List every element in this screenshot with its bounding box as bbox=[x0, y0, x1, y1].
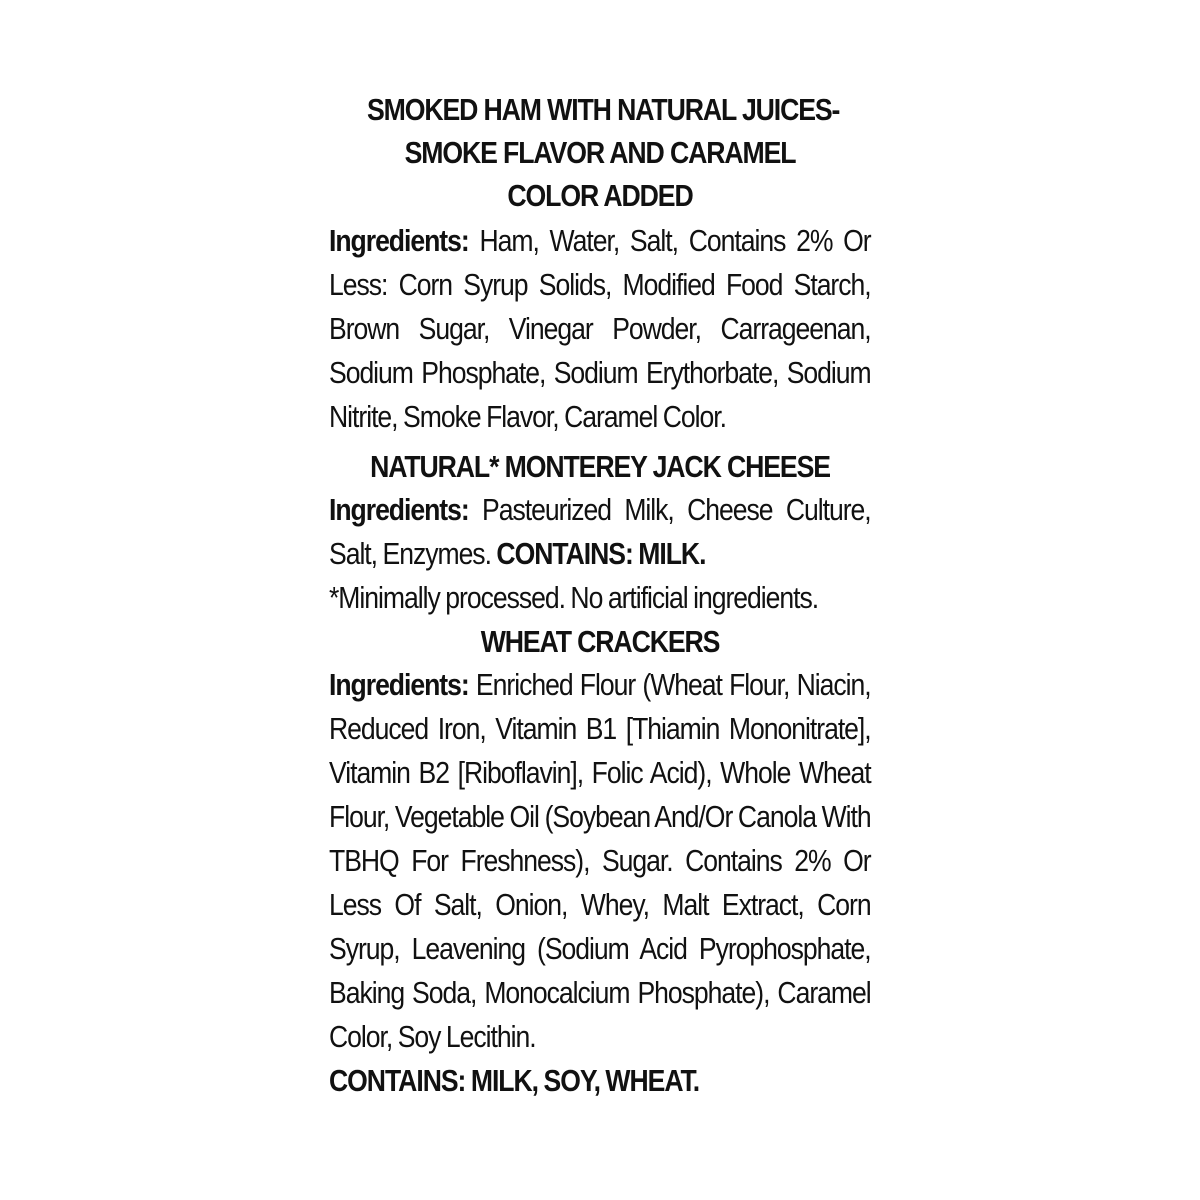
cheese-heading: NATURAL* MONTEREY JACK CHEESE bbox=[370, 449, 830, 484]
ham-ingredients-label: Ingredients: bbox=[329, 223, 469, 258]
cheese-contains: CONTAINS: MILK. bbox=[496, 536, 706, 571]
crackers-ingredients-text: Enriched Flour (Wheat Flour, Niacin, Reduced Iron, Vitamin B1 [Thiamin Mononitrate], Vitamin B2 [Riboflavin], Folic Acid), Whole Wheat Flour, Vegetable Oil (Soybean And/Or Canola With TBHQ For Freshness), Sugar. Contains 2% Or Less Of Salt, Onion, Whey, Malt Extract, Corn Syrup, Leavening (Sodium Acid Pyrophosphate, Baking Soda, Monocalcium Phosphate), Caramel Color, Soy Lecithin. bbox=[329, 667, 871, 1054]
crackers-heading: WHEAT CRACKERS bbox=[480, 624, 720, 659]
ham-heading-line-3: COLOR ADDED bbox=[507, 178, 693, 213]
cheese-section bbox=[329, 445, 871, 620]
ham-heading-line-2: SMOKE FLAVOR AND CARAMEL bbox=[404, 135, 796, 170]
ingredients-label-panel bbox=[329, 88, 871, 1103]
allergen-statement-text: CONTAINS: MILK, SOY, WHEAT. bbox=[329, 1063, 700, 1098]
ham-heading-line-1: SMOKED HAM WITH NATURAL JUICES- bbox=[366, 92, 840, 127]
cheese-ingredients bbox=[329, 488, 871, 576]
ham-section bbox=[329, 88, 871, 439]
cheese-footnote bbox=[329, 576, 871, 620]
ham-ingredients-text: Ham, Water, Salt, Contains 2% Or Less: Corn Syrup Solids, Modified Food Starch, Brown Sugar, Vinegar Powder, Carrageenan, Sodium Phosphate, Sodium Erythorbate, Sodium Nitrite, Smoke Flavor, Caramel Color. bbox=[329, 223, 871, 434]
ham-ingredients bbox=[329, 219, 871, 439]
crackers-ingredients bbox=[329, 663, 871, 1059]
crackers-section bbox=[329, 620, 871, 1103]
cheese-footnote-text: *Minimally processed. No artificial ingredients. bbox=[329, 580, 819, 615]
cheese-ingredients-text: Pasteurized Milk, Cheese Culture, Salt, Enzymes. bbox=[329, 492, 871, 571]
allergen-statement bbox=[329, 1059, 871, 1103]
crackers-ingredients-label: Ingredients: bbox=[329, 667, 469, 702]
cheese-ingredients-label: Ingredients: bbox=[329, 492, 469, 527]
